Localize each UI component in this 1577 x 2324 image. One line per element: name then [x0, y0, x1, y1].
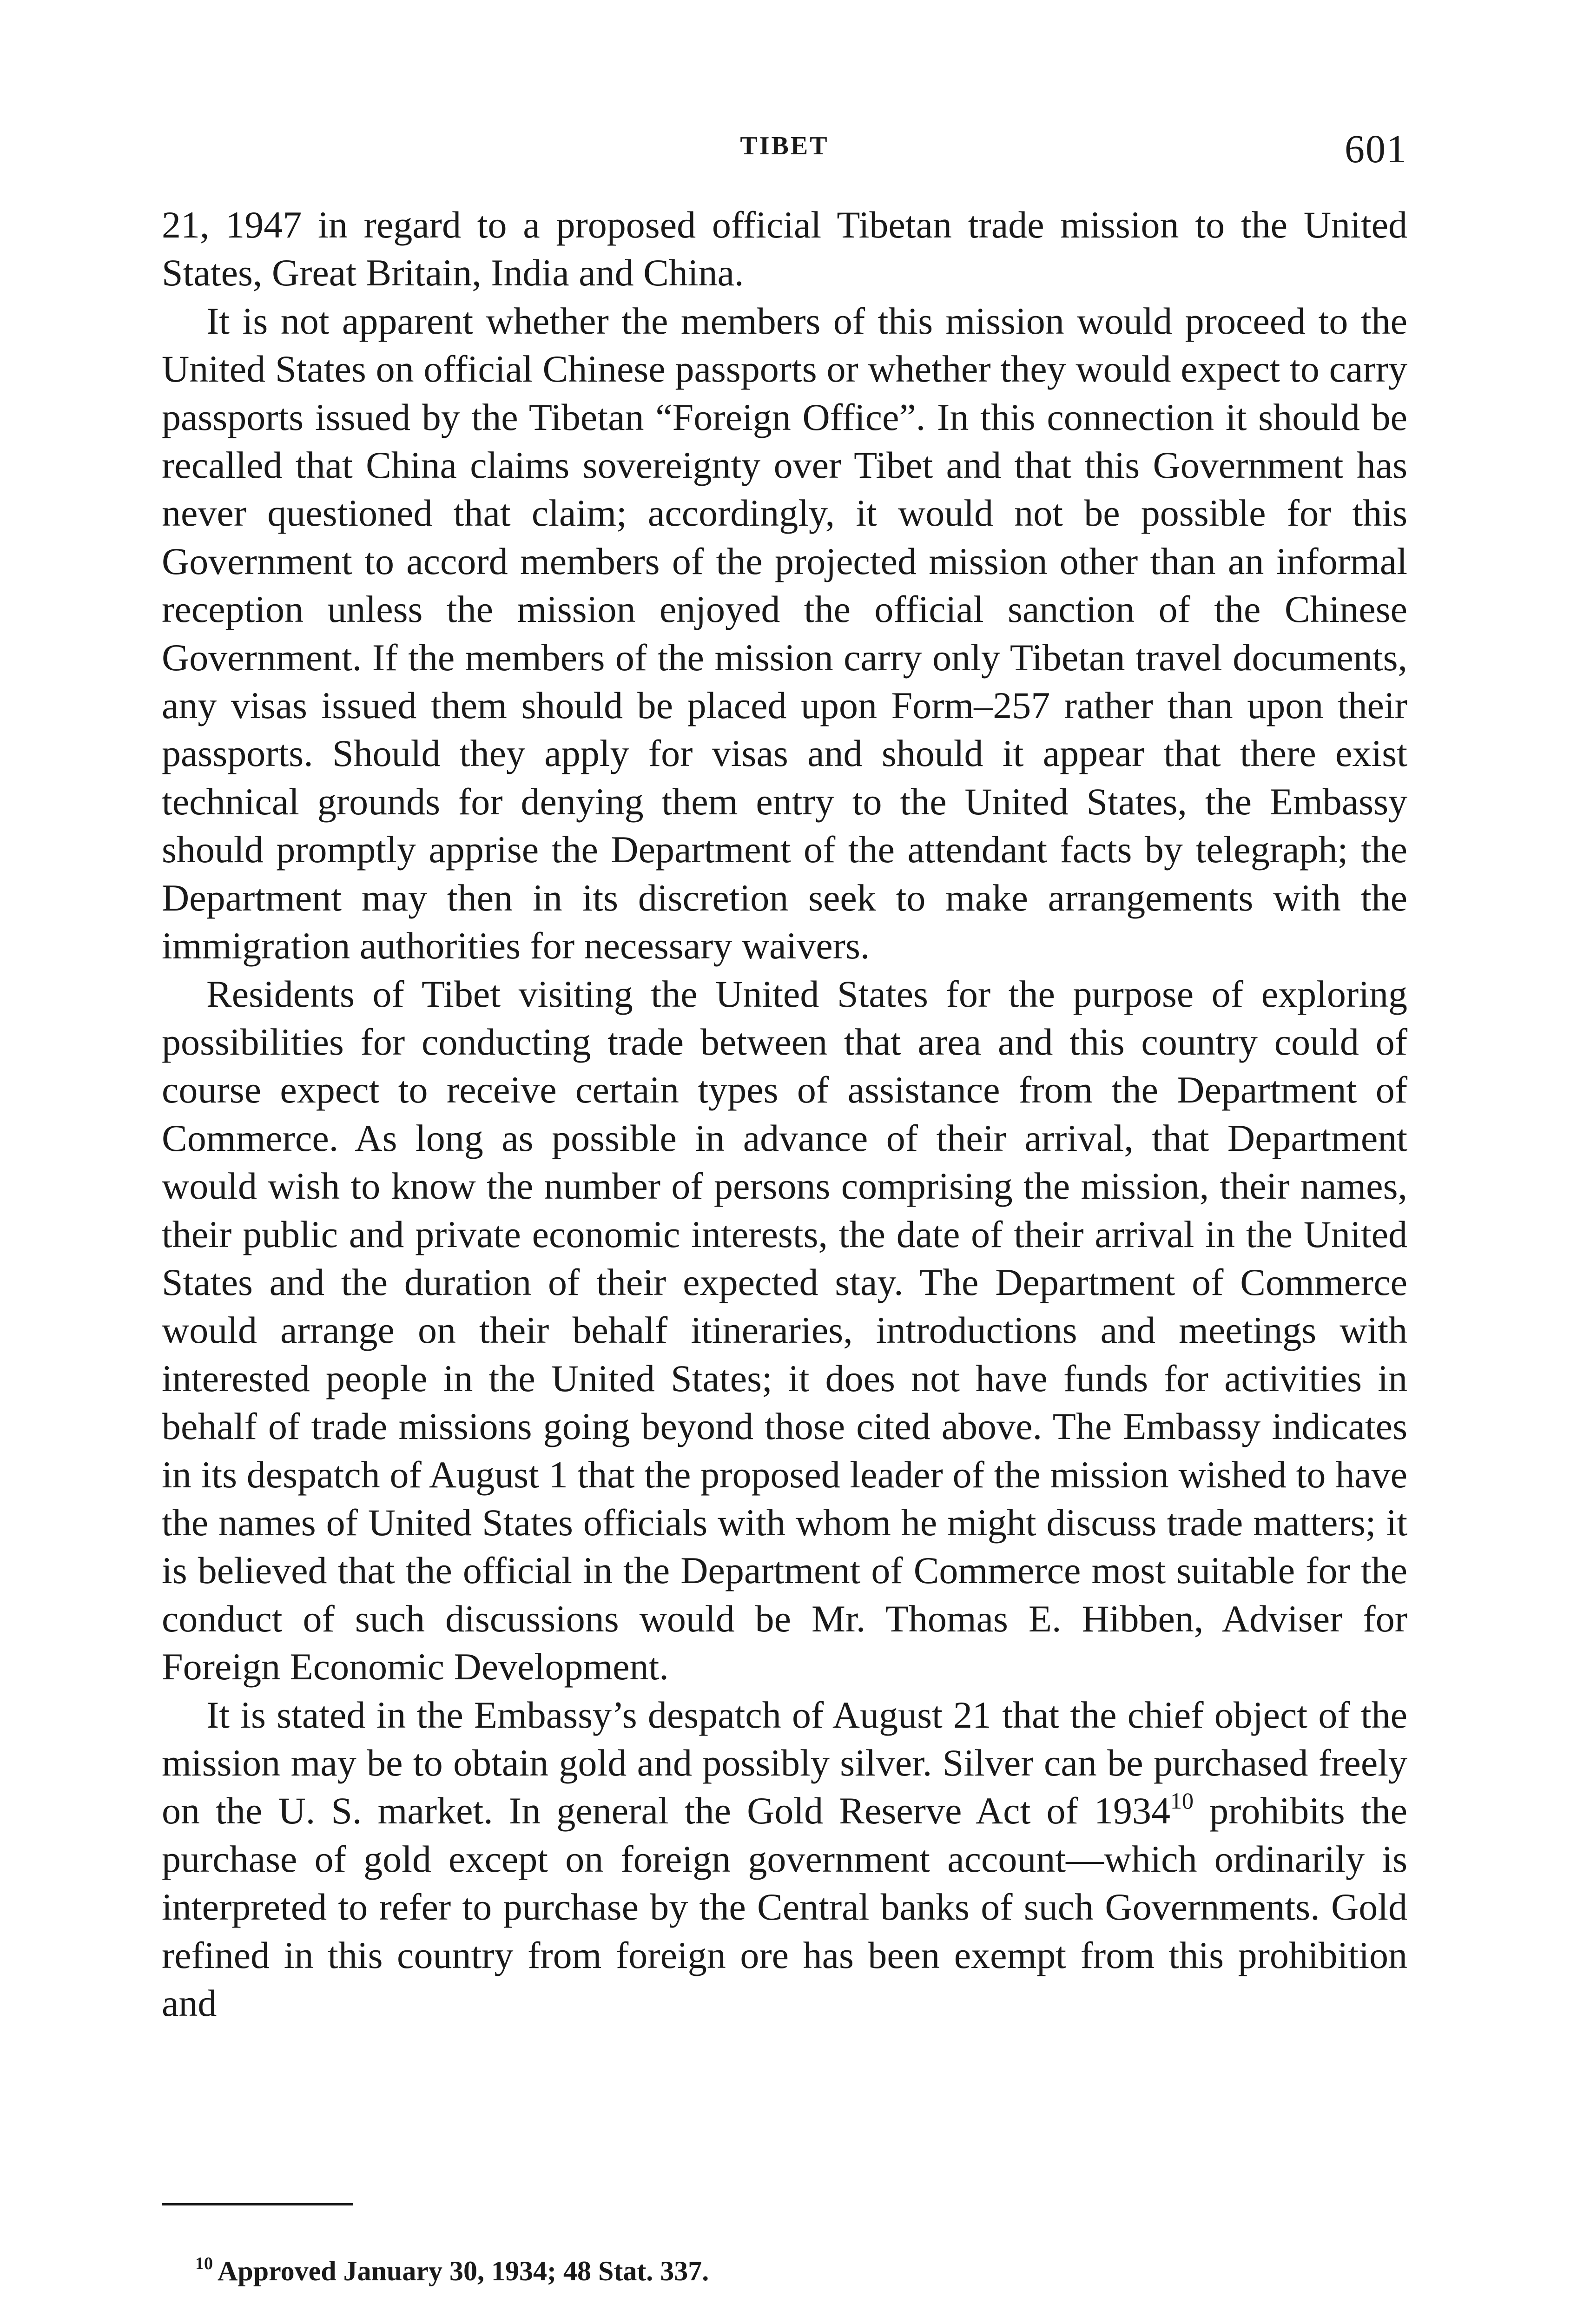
running-title: TIBET — [740, 132, 829, 160]
footnote-reference-mark: 10 — [1170, 1788, 1194, 1814]
paragraph-gold-silver-text-after: prohibits the purchase of gold except on foreign government account—which ordinarily is interpreted to refer to purchase by the Central banks of such Governments. Gold refined in this country from foreign ore has been exempt from this prohibition and — [162, 1789, 1407, 2025]
footnote-number: 10 — [195, 2254, 213, 2273]
footnote-text: Approved January 30, 1934; 48 Stat. 337. — [218, 2256, 709, 2286]
paragraph-continuation: 21, 1947 in regard to a proposed official Tibetan trade mission to the United States, Great Britain, India and China. — [162, 204, 1407, 294]
paragraph-gold-silver-text-before: It is stated in the Embassy’s despatch of August 21 that the chief object of the mission may be to obtain gold and possibly silver. Silver can be purchased freely on the U. S. market. In general the Gold Reserve Act of 1934 — [162, 1693, 1407, 1832]
paragraph-gold-silver — [162, 1691, 1407, 2027]
body-text — [162, 200, 1407, 2027]
paragraph-commerce-assistance: Residents of Tibet visiting the United States for the purpose of exploring possibilities for conducting trade between that area and this country could of course expect to receive certain types of assistance from the Department of Commerce. As long as possible in advance of their arrival, that Department would wish to know the number of persons comprising the mission, their names, their public and private economic interests, the date of their arrival in the United States and the duration of their expected stay. The Department of Commerce would arrange on their behalf itineraries, introductions and meetings with interested people in the United States; it does not have funds for activities in behalf of trade missions going beyond those cited above. The Embassy indicates in its despatch of August 1 that the proposed leader of the mission wished to have the names of United States officials with whom he might discuss trade matters; it is believed that the official in the Department of Commerce most suitable for the conduct of such discussions would be Mr. Thomas E. Hibben, Adviser for Foreign Economic Development. — [162, 972, 1407, 1688]
page-number: 601 — [1345, 126, 1407, 171]
footnote — [195, 2254, 1404, 2288]
running-head — [162, 125, 1407, 177]
footnote-divider — [162, 2203, 353, 2205]
paragraph-passports: It is not apparent whether the members of this mission would proceed to the United States on official Chinese passports or whether they would expect to carry passports issued by the Tibetan “Foreign Office”. In this connection it should be recalled that China claims sovereignty over Tibet and that this Government has never questioned that claim; accordingly, it would not be possible for this Government to accord members of the projected mission other than an informal reception unless the mission enjoyed the official sanction of the Chinese Government. If the members of the mission carry only Tibetan travel documents, any visas issued them should be placed upon Form–257 rather than upon their passports. Should they apply for visas and should it appear that there exist technical grounds for denying them entry to the United States, the Embassy should promptly apprise the Department of the attendant facts by telegraph; the Department may then in its discretion seek to make arrangements with the immigration authorities for necessary waivers. — [162, 299, 1407, 967]
